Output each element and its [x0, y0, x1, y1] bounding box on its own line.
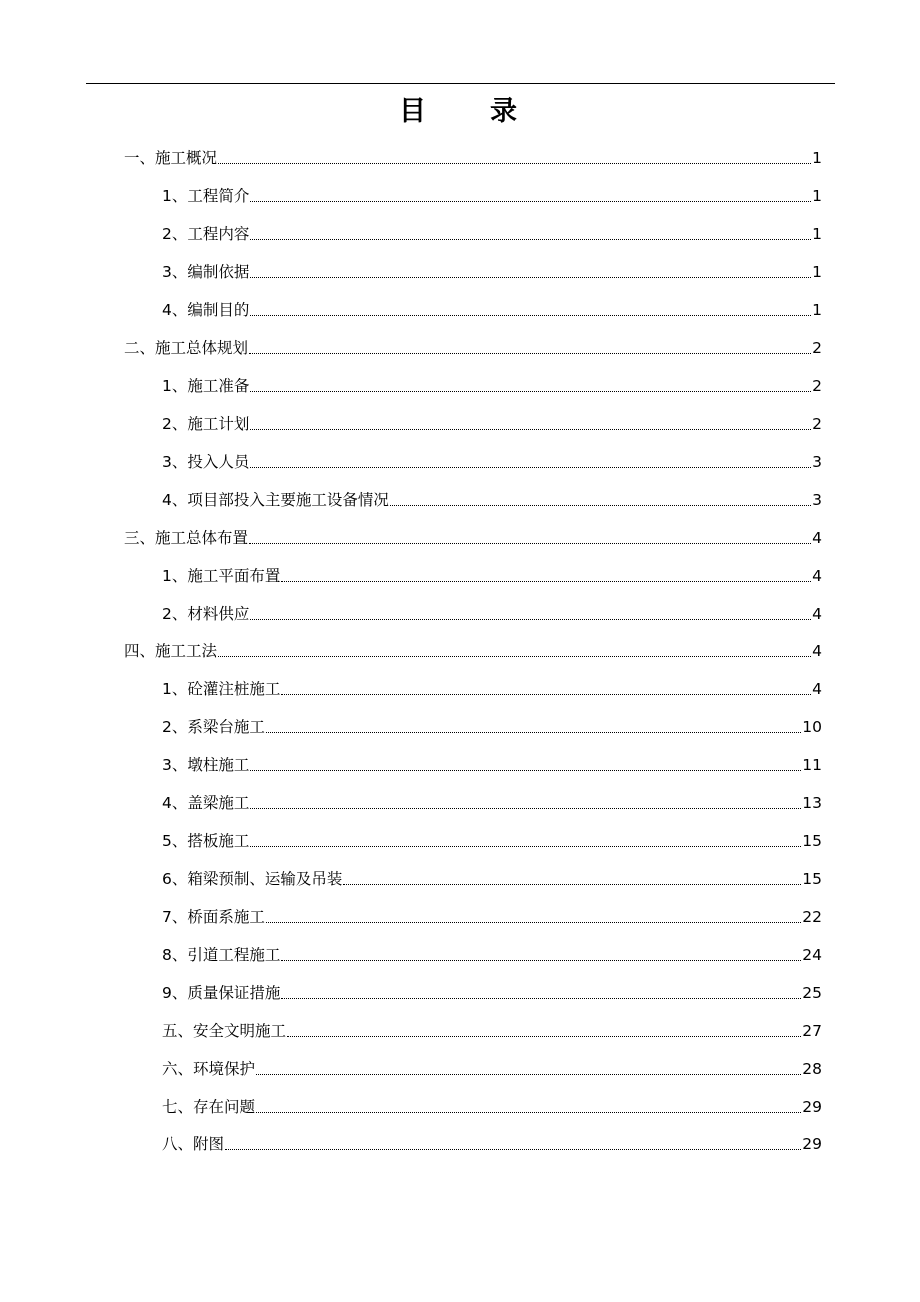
dot-leader — [281, 694, 811, 695]
toc-entry-text: 7、桥面系施工 — [162, 908, 265, 926]
toc-entry[interactable] — [162, 979, 822, 1003]
toc-entry-text: 3、投入人员 — [162, 453, 250, 471]
toc-entry[interactable] — [162, 1093, 822, 1117]
toc-entry-text: 4、编制目的 — [162, 301, 250, 319]
toc-entry[interactable] — [162, 562, 822, 586]
toc-entry-text: 三、施工总体布置 — [124, 529, 249, 547]
toc-entry-text: 1、砼灌注桩施工 — [162, 680, 281, 698]
toc-page-number: 4 — [812, 529, 822, 547]
toc-entry[interactable] — [162, 372, 822, 396]
dot-leader — [266, 922, 801, 923]
toc-page-number: 29 — [802, 1135, 822, 1153]
dot-leader — [256, 1112, 801, 1113]
dot-leader — [249, 353, 811, 354]
toc-entry[interactable] — [162, 1055, 822, 1079]
toc-page-number: 13 — [802, 794, 822, 812]
toc-page-number: 27 — [802, 1022, 822, 1040]
toc-page-number: 25 — [802, 984, 822, 1002]
toc-entry[interactable] — [162, 903, 822, 927]
toc-entry[interactable] — [124, 334, 822, 358]
toc-entry-text: 1、工程简介 — [162, 187, 250, 205]
toc-entry[interactable] — [162, 600, 822, 624]
toc-entry[interactable] — [162, 941, 822, 965]
dot-leader — [266, 732, 801, 733]
dot-leader — [390, 505, 811, 506]
dot-leader — [250, 201, 811, 202]
toc-page-number: 1 — [812, 225, 822, 243]
toc-entry-text: 6、箱梁预制、运输及吊装 — [162, 870, 343, 888]
toc-entry-text: 5、搭板施工 — [162, 832, 250, 850]
toc-page-number: 29 — [802, 1098, 822, 1116]
dot-leader — [218, 163, 811, 164]
dot-leader — [287, 1036, 801, 1037]
toc-entry-text: 五、安全文明施工 — [162, 1022, 287, 1040]
toc-page-number: 15 — [802, 870, 822, 888]
dot-leader — [250, 239, 811, 240]
toc-entry[interactable] — [162, 448, 822, 472]
dot-leader — [281, 998, 801, 999]
toc-entry-text: 1、施工准备 — [162, 377, 250, 395]
toc-entry-text: 2、材料供应 — [162, 605, 250, 623]
toc-page-number: 4 — [812, 567, 822, 585]
toc-page-number: 4 — [812, 605, 822, 623]
toc-page-number: 1 — [812, 301, 822, 319]
dot-leader — [250, 619, 811, 620]
toc-entry-text: 4、盖梁施工 — [162, 794, 250, 812]
toc-page-number: 1 — [812, 187, 822, 205]
dot-leader — [249, 543, 811, 544]
toc-entry-text: 2、系梁台施工 — [162, 718, 265, 736]
toc-entry-text: 2、工程内容 — [162, 225, 250, 243]
dot-leader — [250, 315, 811, 316]
toc-entry[interactable] — [162, 296, 822, 320]
toc-entry[interactable] — [162, 789, 822, 813]
toc-entry[interactable] — [162, 827, 822, 851]
toc-page-number: 3 — [812, 453, 822, 471]
dot-leader — [256, 1074, 801, 1075]
toc-entry-text: 六、环境保护 — [162, 1060, 256, 1078]
toc-entry[interactable] — [162, 410, 822, 434]
dot-leader — [250, 429, 811, 430]
dot-leader — [281, 960, 801, 961]
toc-entry-text: 9、质量保证措施 — [162, 984, 281, 1002]
dot-leader — [281, 581, 811, 582]
toc-entry-text: 二、施工总体规划 — [124, 339, 249, 357]
toc-page-number: 1 — [812, 263, 822, 281]
toc-entry[interactable] — [162, 713, 822, 737]
toc-entry[interactable] — [124, 524, 822, 548]
toc-page-number: 15 — [802, 832, 822, 850]
dot-leader — [225, 1149, 801, 1150]
toc-entry[interactable] — [162, 220, 822, 244]
toc-page-number: 11 — [802, 756, 822, 774]
toc-entry[interactable] — [162, 675, 822, 699]
toc-page-number: 2 — [812, 339, 822, 357]
toc-entry-text: 1、施工平面布置 — [162, 567, 281, 585]
toc-page-number: 24 — [802, 946, 822, 964]
toc-entry[interactable] — [162, 1017, 822, 1041]
toc-entry-text: 8、引道工程施工 — [162, 946, 281, 964]
toc-entry[interactable] — [124, 637, 822, 661]
toc-entry[interactable] — [124, 144, 822, 168]
toc-entry-text: 一、施工概况 — [124, 149, 218, 167]
dot-leader — [250, 808, 801, 809]
toc-entry[interactable] — [162, 258, 822, 282]
toc-entry[interactable] — [162, 486, 822, 510]
toc-entry-text: 八、附图 — [162, 1135, 225, 1153]
toc-page-number: 3 — [812, 491, 822, 509]
toc-page-number: 4 — [812, 642, 822, 660]
toc-page-number: 10 — [802, 718, 822, 736]
dot-leader — [343, 884, 801, 885]
toc-page-number: 2 — [812, 415, 822, 433]
toc-entry-text: 3、墩柱施工 — [162, 756, 250, 774]
dot-leader — [250, 846, 801, 847]
toc-page-number: 2 — [812, 377, 822, 395]
dot-leader — [218, 656, 811, 657]
dot-leader — [250, 467, 811, 468]
toc-entry-text: 2、施工计划 — [162, 415, 250, 433]
toc-page-number: 28 — [802, 1060, 822, 1078]
toc-entry-text: 七、存在问题 — [162, 1098, 256, 1116]
toc-page-number: 4 — [812, 680, 822, 698]
toc-entry-text: 四、施工工法 — [124, 642, 218, 660]
toc-page-number: 1 — [812, 149, 822, 167]
toc-entry-text: 4、项目部投入主要施工设备情况 — [162, 491, 389, 509]
toc-entry[interactable] — [162, 1130, 822, 1154]
toc-entry[interactable] — [162, 182, 822, 206]
toc-entry[interactable] — [162, 751, 822, 775]
dot-leader — [250, 770, 801, 771]
toc-entry[interactable] — [162, 865, 822, 889]
toc-page-number: 22 — [802, 908, 822, 926]
dot-leader — [250, 391, 811, 392]
dot-leader — [250, 277, 811, 278]
page-title: 目录 — [399, 96, 581, 127]
toc-entry-text: 3、编制依据 — [162, 263, 250, 281]
